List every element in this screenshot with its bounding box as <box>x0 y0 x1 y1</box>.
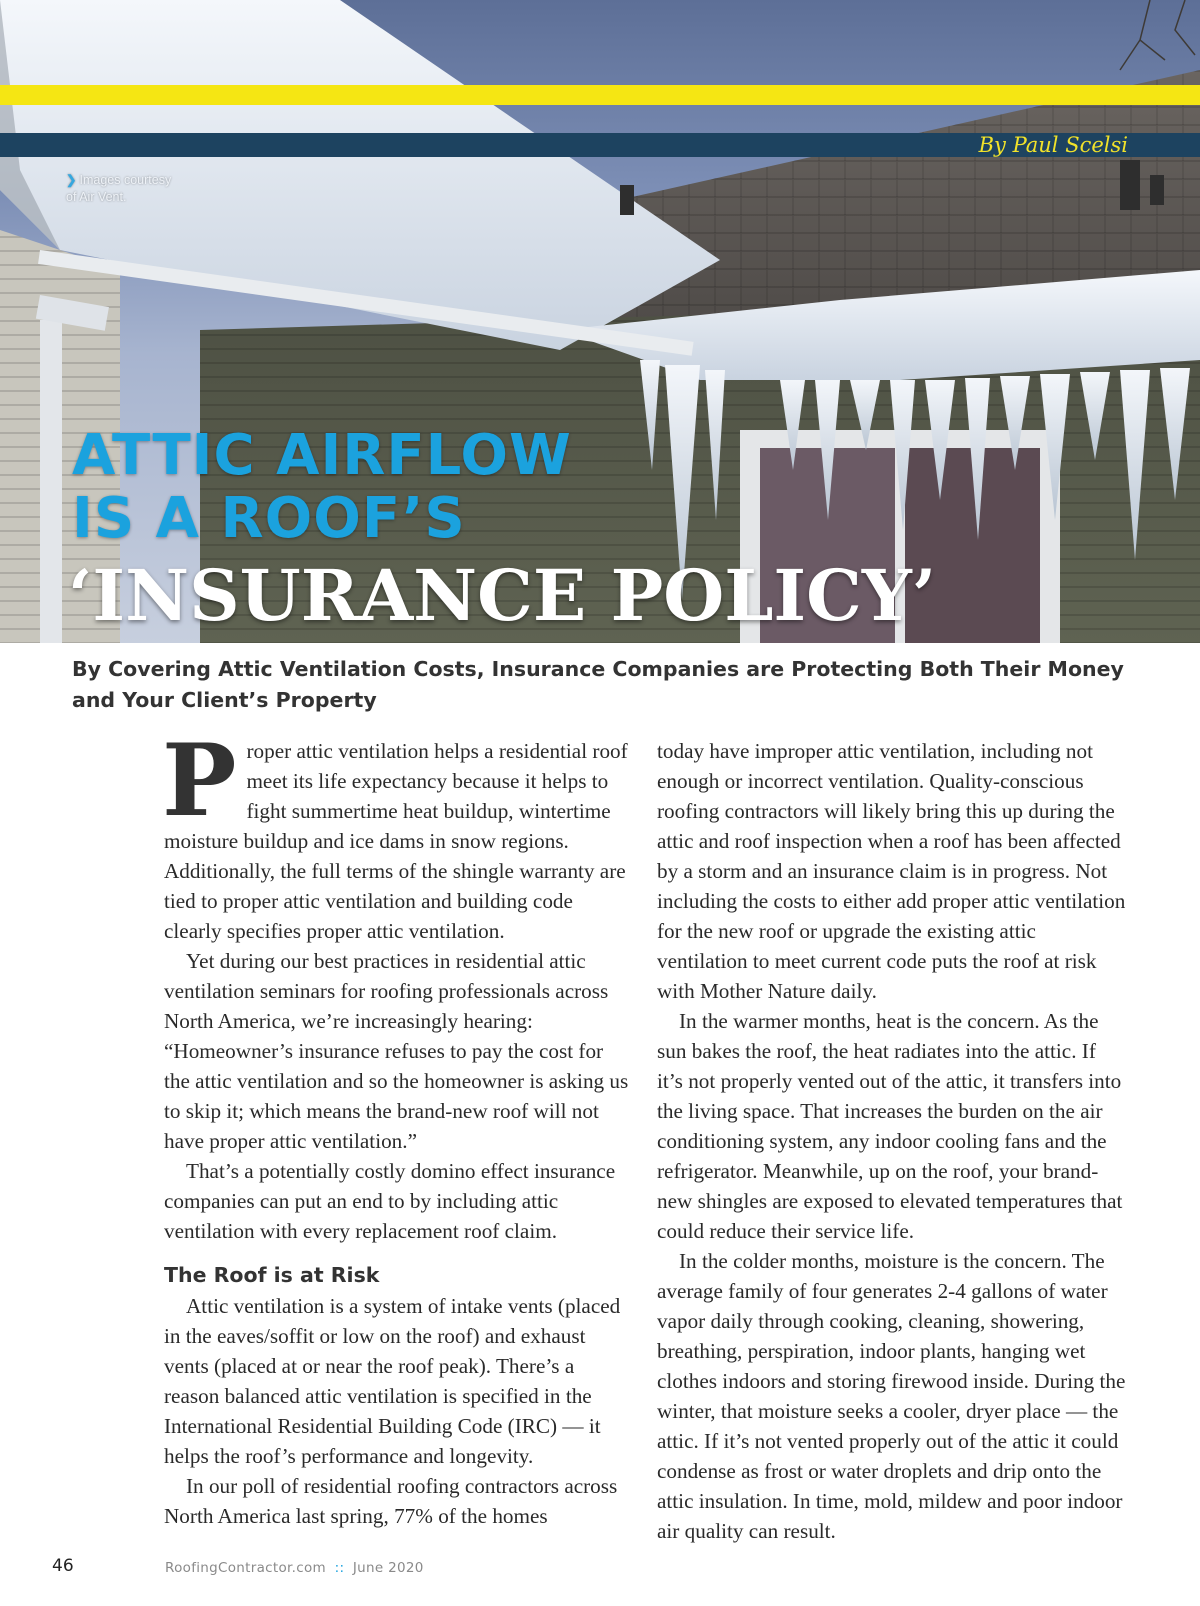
page-number: 46 <box>52 1556 74 1576</box>
footer-site: RoofingContractor.com <box>165 1560 326 1576</box>
footer-separator: :: <box>334 1560 345 1576</box>
deck-subtitle: By Covering Attic Ventilation Costs, Insurance Companies are Protecting Both Their Money and Your Client’s Property <box>72 657 1124 712</box>
headline-line-2: IS A ROOF’S <box>72 486 466 551</box>
page-footer <box>165 1558 424 1578</box>
headline-line-1: ATTIC AIRFLOW <box>72 423 572 488</box>
paragraph-3: That’s a potentially costly domino effect insurance companies can put an end to by including attic ventilation with every replacement roof claim. <box>164 1159 616 1243</box>
paragraph-8: In the colder months, moisture is the concern. The average family of four generates 2-4 gallons of water vapor daily through cooking, cleaning, showering, breathing, perspiration, indoor plants, hanging wet clothes indoors and storing firewood inside. During the winter, that moisture seeks a cooler, dryer place — the attic. If it’s not vented properly out of the attic it could condense as frost or water droplets and drip onto the attic insulation. In time, mold, mildew and poor indoor air quality can result. <box>657 1249 1126 1543</box>
drop-cap: P <box>162 723 237 839</box>
paragraph-1 <box>162 723 634 946</box>
yellow-stripe <box>0 85 1200 105</box>
hero-photo <box>0 0 1200 643</box>
byline: By Paul Scelsi <box>978 133 1128 157</box>
subhead-roof-at-risk: The Roof is at Risk <box>164 1263 380 1287</box>
headline-line-3: ‘INSURANCE POLICY’ <box>68 554 937 637</box>
footer-issue: June 2020 <box>352 1560 424 1576</box>
article-column-right <box>657 736 1127 1546</box>
arrow-icon: ❯ <box>66 173 77 187</box>
paragraph-2: Yet during our best practices in residential attic ventilation seminars for roofing professionals across North America, we’re increasingly hearing: “Homeowner’s insurance refuses to pay the cost for the attic ventilation and so the homeowner is asking us to skip it; which means the brand-new roof will not have proper attic ventilation.” <box>164 949 629 1153</box>
credit-line-1: Images courtesy <box>79 173 172 187</box>
paragraph-7: In the warmer months, heat is the concern. As the sun bakes the roof, the heat radiates into the attic. If it’s not properly vented out of the attic, it transfers into the living space. That increases the burden on the air conditioning system, any indoor cooling fans and the refrigerator. Meanwhile, up on the roof, your brand-new shingles are exposed to elevated temperatures that could reduce their service life. <box>657 1009 1123 1243</box>
image-credit <box>66 172 171 206</box>
paragraph-4: Attic ventilation is a system of intake vents (placed in the eaves/soffit or low on the roof) and exhaust vents (placed at or near the roof peak). There’s a reason balanced attic ventilation is specified in the International Residential Building Code (IRC) — it helps the roof’s performance and longevity. <box>164 1294 621 1468</box>
paragraph-6: today have improper attic ventilation, including not enough or incorrect ventilation. Quality-conscious roofing contractors will likely bring this up during the attic and roof inspection when a roof has been affected by a storm and an insurance claim is in progress. Not including the costs to either add proper attic ventilation for the new roof or upgrade the existing attic ventilation to meet current code puts the roof at risk with Mother Nature daily. <box>657 739 1126 1003</box>
article-column-left <box>162 723 634 1531</box>
paragraph-1-text: roper attic ventilation helps a residential roof meet its life expectancy because it helps to fight summertime heat buildup, wintertime moisture buildup and ice dams in snow regions. Additionally, the full terms of the shingle warranty are tied to proper attic ventilation and building code clearly specifies proper attic ventilation. <box>164 739 628 943</box>
paragraph-5: In our poll of residential roofing contractors across North America last spring, 77% of the homes <box>164 1474 618 1528</box>
credit-line-2: of Air Vent. <box>66 190 127 204</box>
